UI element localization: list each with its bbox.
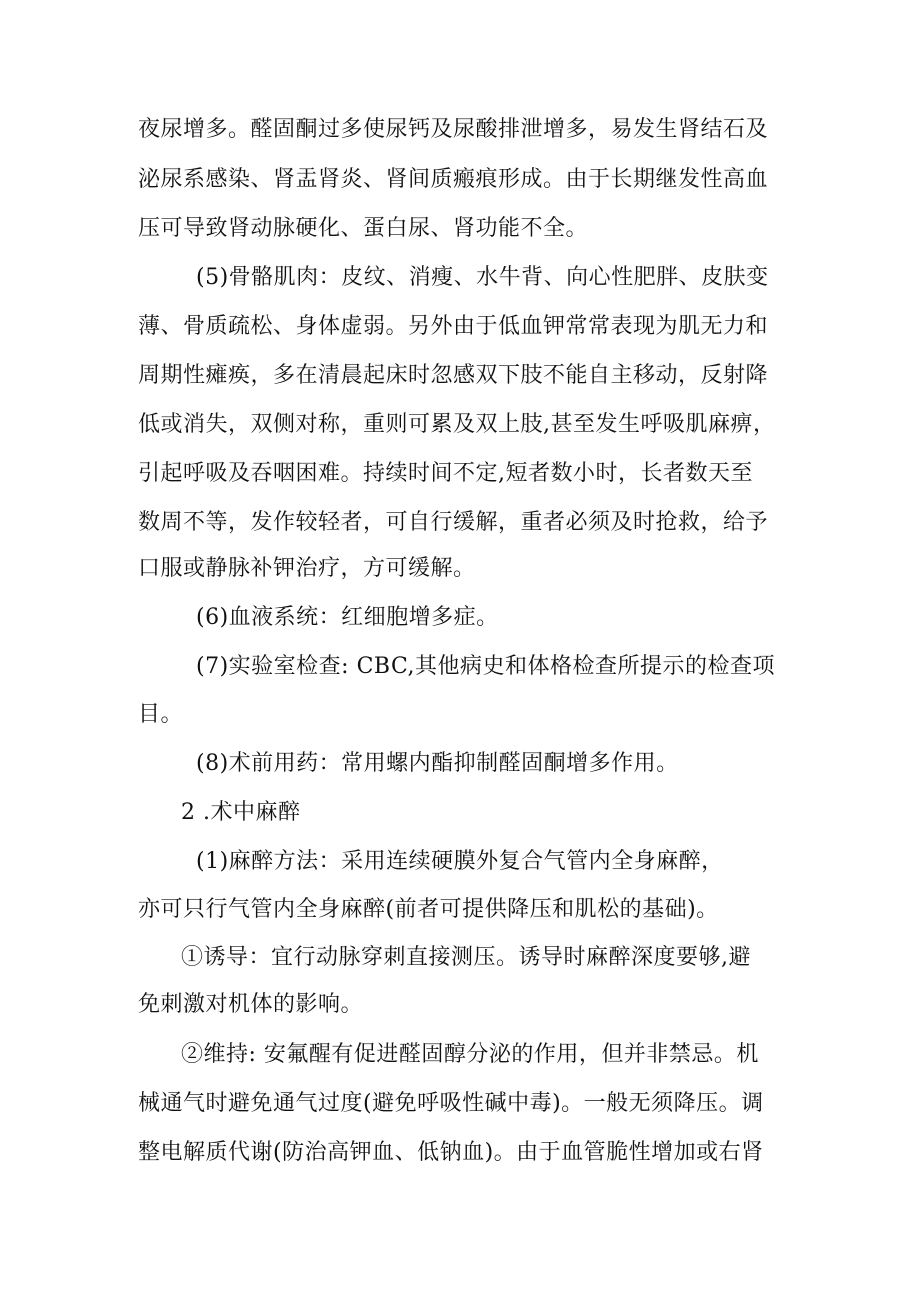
item-maintenance-start: ②维持: 安氟醒有促进醛固醇分泌的作用，但并非禁忌。机 (181, 1042, 759, 1067)
paragraph-1-start: (1)麻醉方法：采用连续硬膜外复合气管内全身麻醉， (196, 849, 724, 874)
paragraph-5-start: (5)骨骼肌肉：皮纹、消瘦、水牛背、向心性肥胖、皮肤变 (196, 265, 769, 290)
text-line: 引起呼吸及吞咽困难。持续时间不定,短者数小时，长者数天至 (138, 461, 753, 486)
text-line: 口服或静脉补钾治疗，方可缓解。 (138, 556, 476, 581)
paragraph-7-start: (7)实验室检查: CBC,其他病史和体格检查所提示的检查项 (196, 654, 776, 679)
text-line: 压可导致肾动脉硬化、蛋白尿、肾功能不全。 (138, 216, 589, 241)
text-line: 薄、骨质疏松、身体虚弱。另外由于低血钾常常表现为肌无力和 (138, 314, 769, 339)
text-line: 数周不等，发作较轻者，可自行缓解，重者必须及时抢救，给予 (138, 510, 769, 535)
section-heading: 2 .术中麻醉 (181, 800, 301, 825)
text-line: 低或消失，双侧对称，重则可累及双上肢,甚至发生呼吸肌麻痹， (138, 412, 776, 437)
text-line: 械通气时避免通气过度(避免呼吸性碱中毒)。一般无须降压。调 (138, 1091, 764, 1116)
paragraph-8: (8)术前用药：常用螺内酯抑制醛固酮增多作用。 (196, 751, 679, 776)
paragraph-6: (6)血液系统：红细胞增多症。 (196, 605, 499, 630)
text-line: 免刺激对机体的影响。 (138, 992, 364, 1017)
text-line: 目。 (138, 702, 184, 727)
text-line: 泌尿系感染、肾盂肾炎、肾间质瘢痕形成。由于长期继发性高血 (138, 167, 769, 192)
text-line: 亦可只行气管内全身麻醉(前者可提供降压和肌松的基础)。 (138, 897, 719, 922)
text-line: 整电解质代谢(防治高钾血、低钠血)。由于血管脆性增加或右肾 (138, 1140, 764, 1165)
text-line: 夜尿增多。醛固酮过多使尿钙及尿酸排泄增多，易发生肾结石及 (138, 117, 769, 142)
text-line: 周期性瘫痪，多在清晨起床时忽感双下肢不能自主移动，反射降 (138, 363, 769, 388)
item-induction-start: ①诱导：宜行动脉穿刺直接测压。诱导时麻醉深度要够,避 (181, 945, 751, 970)
